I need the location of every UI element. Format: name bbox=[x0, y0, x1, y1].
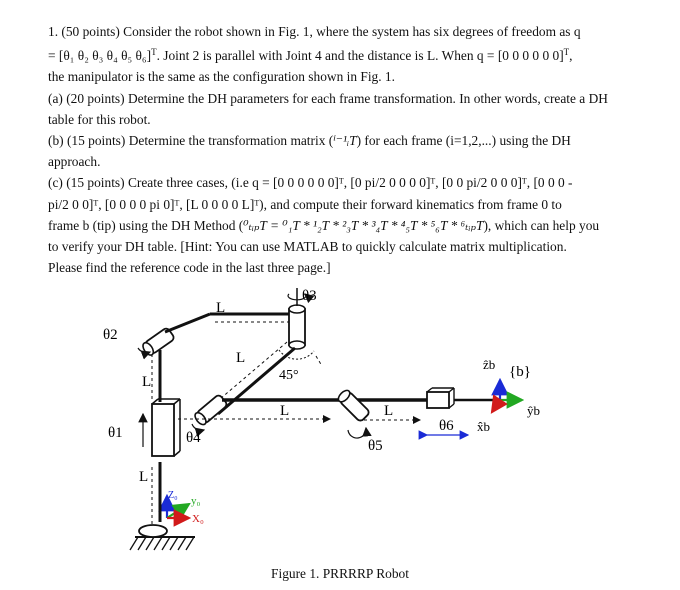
problem-line-2 bbox=[48, 42, 608, 66]
label-zb: ẑb bbox=[483, 357, 496, 372]
part-b bbox=[48, 130, 608, 172]
figure-caption: Figure 1. PRRRRP Robot bbox=[271, 566, 409, 581]
problem-line-3: the manipulator is the same as the configuration shown in Fig. 1. bbox=[48, 69, 395, 85]
label-L-right: L bbox=[384, 403, 394, 419]
robot-figure bbox=[90, 282, 570, 567]
label-L-diag: L bbox=[236, 350, 246, 366]
part-c-post: ), which can help you bbox=[483, 217, 600, 233]
label-L-mid: L bbox=[280, 403, 290, 419]
label-angle: 45° bbox=[279, 368, 299, 383]
q-vector: = [θ₁ θ₂ θ₃ θ₄ θ₅ θ₆] bbox=[48, 48, 152, 64]
label-theta6: θ6 bbox=[439, 418, 454, 434]
part-c-line-3 bbox=[48, 215, 608, 236]
part-c-line-4: to verify your DH table. [Hint: You can use MATLAB to quickly calculate matrix multiplication. bbox=[48, 239, 567, 255]
problem-text bbox=[48, 21, 608, 278]
part-b-pre: (b) (15 points) Determine the transformation matrix ( bbox=[48, 133, 334, 149]
label-y0: y₀ bbox=[191, 495, 201, 507]
label-theta3: θ3 bbox=[302, 288, 317, 304]
label-L-upper: L bbox=[142, 374, 152, 390]
label-z0: Z₀ bbox=[168, 490, 178, 501]
comma: , bbox=[569, 48, 573, 64]
label-xb: x̂b bbox=[477, 419, 490, 434]
transpose-mark: T bbox=[563, 47, 570, 58]
part-c-line-5: Please find the reference code in the last three page.] bbox=[48, 260, 331, 276]
label-x0: X₀ bbox=[192, 513, 204, 525]
label-L-lower: L bbox=[139, 469, 149, 485]
tip-frame-axes bbox=[492, 380, 522, 412]
ground-base bbox=[130, 525, 195, 550]
part-c-line-1: (c) (15 points) Create three cases, (i.e q = [0 0 0 0 0 0]ᵀ, [0 pi/2 0 0 0 0]ᵀ, [0 0 pi/2 0 0 0]ᵀ, [0 0 0 - bbox=[48, 175, 573, 191]
theta5-arrow bbox=[348, 428, 366, 438]
label-theta4: θ4 bbox=[186, 430, 201, 446]
label-L-top: L bbox=[216, 300, 226, 316]
part-c-line-2: pi/2 0 0]ᵀ, [0 0 0 0 pi 0]ᵀ, [L 0 0 0 0 L]ᵀ), and compute their forward kinematics from frame 0 to bbox=[48, 196, 562, 212]
part-a: (a) (20 points) Determine the DH parameters for each frame transformation. In other words, create a DH table for this robot. bbox=[48, 90, 608, 127]
label-frame-b: {b} bbox=[509, 364, 531, 380]
part-b-math: ⁱ⁻¹ᵢT bbox=[333, 133, 357, 149]
problem-line-2-rest: . Joint 2 is parallel with Joint 4 and the distance is L. When q = [0 0 0 0 0 0] bbox=[156, 48, 564, 64]
transpose-mark: T bbox=[151, 47, 157, 58]
joint-5 bbox=[336, 388, 370, 422]
label-theta5: θ5 bbox=[368, 438, 383, 454]
link-2 bbox=[165, 314, 297, 332]
prismatic-joint-1 bbox=[152, 404, 174, 456]
label-theta1: θ1 bbox=[108, 425, 123, 441]
part-c-pre: frame b (tip) using the DH Method ( bbox=[48, 217, 244, 233]
problem-line-1: 1. (50 points) Consider the robot shown in Fig. 1, where the system has six degrees of freedom as q bbox=[48, 24, 581, 39]
label-theta2: θ2 bbox=[103, 327, 118, 343]
part-b-post: ) for each frame (i=1,2,...) using the DH approach. bbox=[48, 133, 571, 170]
forward-kinematics-formula: ⁰ₜᵢₚT = ⁰₁T * ¹₂T * ²₃T * ³₄T * ⁴₅T * ⁵₆T * ⁶ₜᵢₚT bbox=[243, 217, 484, 233]
label-yb: ŷb bbox=[527, 403, 540, 418]
prismatic-joint-6 bbox=[427, 388, 500, 408]
